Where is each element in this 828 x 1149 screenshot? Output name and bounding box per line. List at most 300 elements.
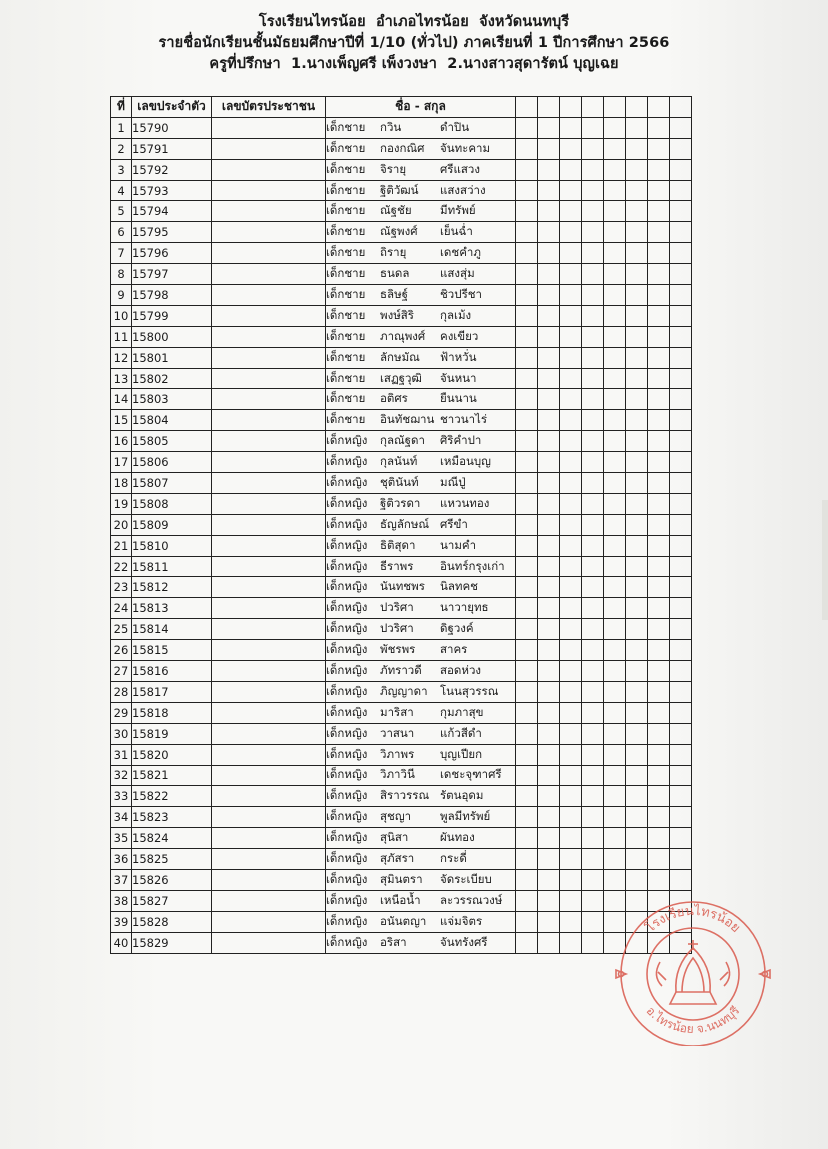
blank-cell <box>582 640 604 661</box>
name-prefix: เด็กหญิง <box>326 788 368 803</box>
blank-cell <box>582 222 604 243</box>
blank-cell <box>560 556 582 577</box>
blank-cell <box>626 138 648 159</box>
school-title: โรงเรียนไทรน้อย อำเภอไทรน้อย จังหวัดนนทบุรี <box>258 14 570 30</box>
blank-cell <box>670 117 692 138</box>
blank-cell <box>648 807 670 828</box>
blank-cell <box>626 347 648 368</box>
blank-cell <box>538 431 560 452</box>
blank-cell <box>538 138 560 159</box>
table-row <box>111 786 692 807</box>
blank-cell <box>538 828 560 849</box>
blank-cell <box>538 807 560 828</box>
blank-cell <box>626 117 648 138</box>
blank-cell <box>582 661 604 682</box>
col-header-citizen-id: เลขบัตรประชาชน <box>212 97 326 118</box>
first-name: กุลนันท์ <box>380 454 418 469</box>
last-name: ศรีแสวง <box>440 161 480 176</box>
blank-cell <box>538 452 560 473</box>
blank-cell <box>604 117 626 138</box>
blank-cell <box>516 347 538 368</box>
blank-cell <box>670 410 692 431</box>
first-name: ปวริศา <box>380 600 414 615</box>
cell-name <box>326 222 516 243</box>
cell-no: 28 <box>111 681 132 702</box>
blank-cell <box>626 431 648 452</box>
cell-citizen-id <box>212 640 326 661</box>
cell-citizen-id <box>212 431 326 452</box>
blank-cell <box>626 869 648 890</box>
blank-cell <box>648 619 670 640</box>
blank-cell <box>560 201 582 222</box>
cell-student-id: 15803 <box>132 389 212 410</box>
blank-cell <box>582 890 604 911</box>
blank-cell <box>582 577 604 598</box>
blank-cell <box>670 201 692 222</box>
blank-cell <box>560 326 582 347</box>
name-prefix: เด็กหญิง <box>326 516 368 531</box>
blank-cell <box>560 514 582 535</box>
blank-cell <box>670 305 692 326</box>
blank-cell <box>516 222 538 243</box>
cell-student-id: 15796 <box>132 243 212 264</box>
blank-cell <box>516 681 538 702</box>
blank-cell <box>626 619 648 640</box>
last-name: เดชะจุฑาศรี <box>440 767 502 782</box>
blank-cell <box>516 180 538 201</box>
cell-no: 20 <box>111 514 132 535</box>
last-name: เดชคำภู <box>440 245 481 260</box>
blank-cell <box>626 473 648 494</box>
blank-cell <box>516 849 538 870</box>
first-name: ธัญลักษณ์ <box>380 516 430 531</box>
cell-student-id: 15797 <box>132 264 212 285</box>
table-row <box>111 493 692 514</box>
first-name: อินทัชฌาน <box>380 412 435 427</box>
cell-no: 25 <box>111 619 132 640</box>
cell-no: 27 <box>111 661 132 682</box>
blank-cell <box>604 452 626 473</box>
blank-cell <box>538 744 560 765</box>
blank-cell <box>538 556 560 577</box>
blank-cell <box>648 577 670 598</box>
blank-cell <box>648 849 670 870</box>
cell-no: 14 <box>111 389 132 410</box>
blank-cell <box>648 744 670 765</box>
name-prefix: เด็กหญิง <box>326 725 368 740</box>
blank-cell <box>604 723 626 744</box>
cell-no: 33 <box>111 786 132 807</box>
blank-cell <box>670 765 692 786</box>
blank-cell <box>516 911 538 932</box>
col-header-blank <box>648 97 670 118</box>
blank-cell <box>582 201 604 222</box>
blank-cell <box>604 577 626 598</box>
name-prefix: เด็กหญิง <box>326 537 368 552</box>
cell-student-id: 15828 <box>132 911 212 932</box>
blank-cell <box>560 535 582 556</box>
blank-cell <box>648 681 670 702</box>
blank-cell <box>604 305 626 326</box>
blank-cell <box>604 640 626 661</box>
blank-cell <box>648 493 670 514</box>
blank-cell <box>648 452 670 473</box>
blank-cell <box>582 264 604 285</box>
blank-cell <box>604 514 626 535</box>
cell-citizen-id <box>212 473 326 494</box>
blank-cell <box>560 243 582 264</box>
last-name: นิลทคช <box>440 579 478 594</box>
blank-cell <box>648 786 670 807</box>
last-name: ชาวนาไร่ <box>440 412 487 427</box>
name-prefix: เด็กชาย <box>326 161 366 176</box>
blank-cell <box>582 849 604 870</box>
col-header-student-id: เลขประจำตัว <box>132 97 212 118</box>
last-name: แสงสุ่ม <box>440 266 475 281</box>
blank-cell <box>670 285 692 306</box>
cell-name <box>326 201 516 222</box>
cell-no: 6 <box>111 222 132 243</box>
blank-cell <box>538 577 560 598</box>
cell-name <box>326 514 516 535</box>
blank-cell <box>648 723 670 744</box>
blank-cell <box>582 493 604 514</box>
blank-cell <box>516 285 538 306</box>
blank-cell <box>604 556 626 577</box>
cell-no: 40 <box>111 932 132 953</box>
cell-name <box>326 849 516 870</box>
cell-no: 2 <box>111 138 132 159</box>
table-row <box>111 514 692 535</box>
col-header-blank <box>582 97 604 118</box>
student-roster-table <box>110 96 692 954</box>
blank-cell <box>538 640 560 661</box>
blank-cell <box>604 368 626 389</box>
blank-cell <box>648 264 670 285</box>
blank-cell <box>648 285 670 306</box>
blank-cell <box>626 661 648 682</box>
blank-cell <box>560 473 582 494</box>
blank-cell <box>560 431 582 452</box>
blank-cell <box>582 828 604 849</box>
blank-cell <box>538 911 560 932</box>
first-name: วาสนา <box>380 725 415 740</box>
name-prefix: เด็กหญิง <box>326 662 368 677</box>
blank-cell <box>670 723 692 744</box>
table-row <box>111 431 692 452</box>
blank-cell <box>516 326 538 347</box>
last-name: กุลเม้ง <box>440 307 472 322</box>
cell-student-id: 15817 <box>132 681 212 702</box>
blank-cell <box>516 159 538 180</box>
blank-cell <box>604 326 626 347</box>
blank-cell <box>560 619 582 640</box>
blank-cell <box>670 535 692 556</box>
blank-cell <box>538 661 560 682</box>
first-name: ลักษมัณ <box>380 349 420 364</box>
cell-name <box>326 661 516 682</box>
blank-cell <box>538 598 560 619</box>
blank-cell <box>582 473 604 494</box>
cell-student-id: 15821 <box>132 765 212 786</box>
first-name: ภัทราวดี <box>380 662 422 677</box>
table-row <box>111 661 692 682</box>
blank-cell <box>582 723 604 744</box>
blank-cell <box>560 285 582 306</box>
blank-cell <box>516 514 538 535</box>
blank-cell <box>516 890 538 911</box>
cell-citizen-id <box>212 702 326 723</box>
blank-cell <box>626 201 648 222</box>
cell-student-id: 15822 <box>132 786 212 807</box>
cell-no: 39 <box>111 911 132 932</box>
cell-student-id: 15801 <box>132 347 212 368</box>
cell-name <box>326 619 516 640</box>
cell-name <box>326 305 516 326</box>
cell-student-id: 15794 <box>132 201 212 222</box>
blank-cell <box>648 305 670 326</box>
name-prefix: เด็กชาย <box>326 349 366 364</box>
advisor-line: ครูที่ปรึกษา 1.นางเพ็ญศรี เพ็งวงษา 2.นางสาวสุดารัตน์ บุญเฉย <box>209 56 619 72</box>
cell-student-id: 15813 <box>132 598 212 619</box>
last-name: แจ่มจิตร <box>440 913 483 928</box>
cell-name <box>326 493 516 514</box>
blank-cell <box>604 410 626 431</box>
col-header-no: ที่ <box>111 97 132 118</box>
first-name: ปวริศา <box>380 621 414 636</box>
blank-cell <box>626 681 648 702</box>
blank-cell <box>560 807 582 828</box>
cell-name <box>326 681 516 702</box>
first-name: ฐิติวัฒน์ <box>380 182 419 197</box>
cell-student-id: 15792 <box>132 159 212 180</box>
blank-cell <box>604 807 626 828</box>
cell-name <box>326 264 516 285</box>
blank-cell <box>582 619 604 640</box>
blank-cell <box>670 577 692 598</box>
blank-cell <box>582 138 604 159</box>
first-name: เหนือน้ำ <box>380 892 421 907</box>
cell-name <box>326 598 516 619</box>
table-row <box>111 723 692 744</box>
name-prefix: เด็กชาย <box>326 391 366 406</box>
cell-no: 18 <box>111 473 132 494</box>
blank-cell <box>582 514 604 535</box>
cell-citizen-id <box>212 159 326 180</box>
cell-student-id: 15815 <box>132 640 212 661</box>
blank-cell <box>626 452 648 473</box>
blank-cell <box>670 744 692 765</box>
last-name: โนนสุวรรณ <box>440 683 499 698</box>
blank-cell <box>516 493 538 514</box>
blank-cell <box>648 222 670 243</box>
cell-no: 12 <box>111 347 132 368</box>
blank-cell <box>516 723 538 744</box>
cell-citizen-id <box>212 535 326 556</box>
first-name: ธิติสุดา <box>380 537 416 552</box>
table-row <box>111 201 692 222</box>
blank-cell <box>626 243 648 264</box>
blank-cell <box>604 598 626 619</box>
cell-name <box>326 932 516 953</box>
first-name: ภิญญาดา <box>380 683 428 698</box>
last-name: ฟ้าหวั่น <box>440 349 477 364</box>
first-name: อนันตญา <box>380 913 427 928</box>
cell-citizen-id <box>212 201 326 222</box>
blank-cell <box>626 849 648 870</box>
blank-cell <box>582 786 604 807</box>
cell-citizen-id <box>212 285 326 306</box>
blank-cell <box>582 347 604 368</box>
blank-cell <box>538 243 560 264</box>
first-name: ฐิติวรดา <box>380 495 421 510</box>
name-prefix: เด็กชาย <box>326 286 366 301</box>
blank-cell <box>604 661 626 682</box>
blank-cell <box>582 326 604 347</box>
blank-cell <box>626 368 648 389</box>
table-row <box>111 159 692 180</box>
cell-citizen-id <box>212 890 326 911</box>
last-name: กุมภาสุข <box>440 704 484 719</box>
cell-name <box>326 556 516 577</box>
blank-cell <box>648 702 670 723</box>
cell-citizen-id <box>212 410 326 431</box>
name-prefix: เด็กหญิง <box>326 683 368 698</box>
last-name: เย็นฉ่ำ <box>440 224 473 239</box>
blank-cell <box>582 389 604 410</box>
blank-cell <box>604 222 626 243</box>
name-prefix: เด็กชาย <box>326 328 366 343</box>
blank-cell <box>516 264 538 285</box>
name-prefix: เด็กชาย <box>326 140 366 155</box>
blank-cell <box>626 723 648 744</box>
blank-cell <box>670 828 692 849</box>
blank-cell <box>538 723 560 744</box>
cell-no: 32 <box>111 765 132 786</box>
blank-cell <box>626 828 648 849</box>
cell-student-id: 15824 <box>132 828 212 849</box>
blank-cell <box>560 159 582 180</box>
blank-cell <box>516 786 538 807</box>
blank-cell <box>516 117 538 138</box>
col-header-name: ชื่อ - สกุล <box>326 97 516 118</box>
blank-cell <box>626 326 648 347</box>
cell-citizen-id <box>212 452 326 473</box>
cell-name <box>326 159 516 180</box>
table-row <box>111 640 692 661</box>
cell-no: 29 <box>111 702 132 723</box>
blank-cell <box>626 389 648 410</box>
blank-cell <box>670 222 692 243</box>
blank-cell <box>538 702 560 723</box>
cell-student-id: 15820 <box>132 744 212 765</box>
first-name: วิภาวินี <box>380 767 415 782</box>
cell-no: 8 <box>111 264 132 285</box>
blank-cell <box>670 807 692 828</box>
blank-cell <box>626 598 648 619</box>
name-prefix: เด็กหญิง <box>326 600 368 615</box>
col-header-blank <box>626 97 648 118</box>
blank-cell <box>648 828 670 849</box>
name-prefix: เด็กหญิง <box>326 642 368 657</box>
cell-citizen-id <box>212 828 326 849</box>
cell-citizen-id <box>212 932 326 953</box>
blank-cell <box>604 285 626 306</box>
blank-cell <box>626 514 648 535</box>
blank-cell <box>626 159 648 180</box>
name-prefix: เด็กชาย <box>326 224 366 239</box>
cell-name <box>326 786 516 807</box>
blank-cell <box>516 243 538 264</box>
blank-cell <box>516 431 538 452</box>
cell-name <box>326 389 516 410</box>
cell-no: 21 <box>111 535 132 556</box>
name-prefix: เด็กชาย <box>326 412 366 427</box>
cell-citizen-id <box>212 681 326 702</box>
blank-cell <box>560 744 582 765</box>
blank-cell <box>516 535 538 556</box>
table-row <box>111 619 692 640</box>
blank-cell <box>670 556 692 577</box>
last-name: ผันทอง <box>440 830 475 845</box>
table-row <box>111 911 692 932</box>
blank-cell <box>560 222 582 243</box>
blank-cell <box>560 305 582 326</box>
blank-cell <box>648 473 670 494</box>
first-name: สุมินตรา <box>380 871 423 886</box>
cell-no: 3 <box>111 159 132 180</box>
table-row <box>111 243 692 264</box>
table-row <box>111 702 692 723</box>
cell-name <box>326 368 516 389</box>
blank-cell <box>604 681 626 702</box>
last-name: จันทะคาม <box>440 140 491 155</box>
blank-cell <box>648 138 670 159</box>
first-name: วิภาพร <box>380 746 415 761</box>
name-prefix: เด็กหญิง <box>326 621 368 636</box>
cell-student-id: 15816 <box>132 661 212 682</box>
blank-cell <box>670 431 692 452</box>
cell-student-id: 15827 <box>132 890 212 911</box>
first-name: กองกณิศ <box>380 140 425 155</box>
blank-cell <box>670 326 692 347</box>
blank-cell <box>516 389 538 410</box>
blank-cell <box>538 890 560 911</box>
table-row <box>111 138 692 159</box>
school-seal-stamp <box>612 896 774 1046</box>
first-name: สิราวรรณ <box>380 788 430 803</box>
blank-cell <box>560 723 582 744</box>
blank-cell <box>560 681 582 702</box>
blank-cell <box>648 117 670 138</box>
cell-student-id: 15807 <box>132 473 212 494</box>
cell-no: 13 <box>111 368 132 389</box>
cell-no: 4 <box>111 180 132 201</box>
cell-student-id: 15819 <box>132 723 212 744</box>
cell-student-id: 15798 <box>132 285 212 306</box>
blank-cell <box>516 556 538 577</box>
cell-no: 38 <box>111 890 132 911</box>
document-header <box>0 12 828 75</box>
table-row <box>111 869 692 890</box>
name-prefix: เด็กหญิง <box>326 767 368 782</box>
blank-cell <box>648 556 670 577</box>
blank-cell <box>538 619 560 640</box>
first-name: ณัฐพงศ์ <box>380 224 418 239</box>
cell-citizen-id <box>212 786 326 807</box>
blank-cell <box>560 661 582 682</box>
first-name: พงษ์สิริ <box>380 307 414 322</box>
